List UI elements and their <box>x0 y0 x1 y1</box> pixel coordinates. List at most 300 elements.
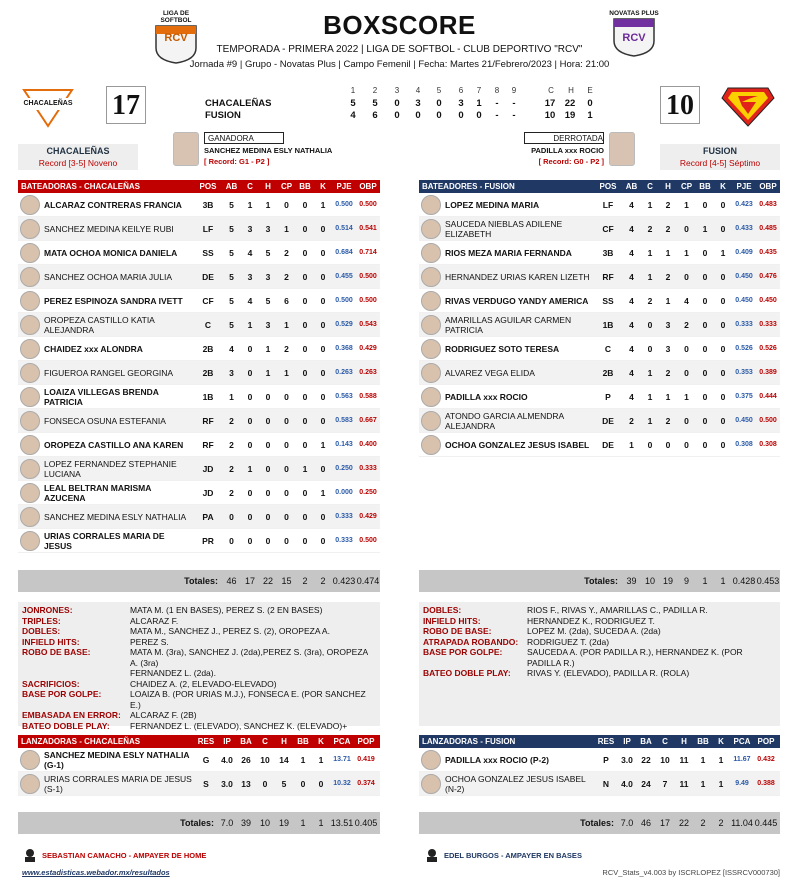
cell: 3B <box>202 199 214 210</box>
player-name: PEREZ ESPINOZA SANDRA IVETT <box>44 295 183 306</box>
cell: 0.500 <box>359 297 377 304</box>
cell: 1 <box>647 415 653 426</box>
game-info-line: Jornada #9 | Grupo - Novatas Plus | Campo Femenil | Fecha: Martes 21/Febrero/2023 | Hora: 21:00 <box>189 59 610 70</box>
cell: 0 <box>702 199 708 210</box>
cell: 0.450 <box>735 417 753 424</box>
cell: 0 <box>229 535 234 546</box>
cell: 0 <box>684 343 689 354</box>
note-row <box>22 679 376 690</box>
cell: 0.583 <box>335 417 353 424</box>
table-row <box>419 361 780 385</box>
cell: 2 <box>718 818 724 828</box>
cell: 0 <box>302 295 308 306</box>
home-batting-table <box>419 180 780 592</box>
cell: 0 <box>265 463 271 474</box>
cell: 1 <box>647 367 653 378</box>
cell: 10 <box>644 576 655 586</box>
superman-shield-icon <box>720 84 776 130</box>
note-value: RIOS F., RIVAS Y., AMARILLAS C., PADILLA R. <box>527 605 708 615</box>
table-row <box>419 337 780 361</box>
cell: 2 <box>700 818 706 828</box>
player-avatar <box>20 363 40 383</box>
column-header: POS <box>599 182 617 191</box>
totals-row <box>419 570 780 592</box>
note-key: ROBO DE BASE: <box>22 647 91 657</box>
note-key: DOBLES: <box>423 605 462 615</box>
cell: P <box>603 754 609 765</box>
cell: 4 <box>629 199 634 210</box>
cell: 0 <box>684 439 689 450</box>
column-header: H <box>281 737 287 746</box>
cell: 3B <box>602 247 614 258</box>
table-row <box>18 313 380 337</box>
cell: 0.405 <box>354 818 378 828</box>
cell: PA <box>202 511 214 522</box>
cell: 0.409 <box>735 249 753 256</box>
cell: 1 <box>265 367 271 378</box>
column-header: AB <box>625 182 638 191</box>
player-avatar <box>20 243 40 263</box>
cell: 1 <box>302 463 308 474</box>
cell: 2B <box>202 367 214 378</box>
chacalenas-logo-icon <box>22 88 74 128</box>
cell: 0.453 <box>756 576 780 586</box>
player-name: SANCHEZ MEDINA ESLY NATHALIA <box>44 511 187 522</box>
player-avatar <box>20 459 40 479</box>
column-header: POP <box>357 737 375 746</box>
cell: 0 <box>702 439 708 450</box>
cell: 5 <box>229 295 234 306</box>
table-spacer <box>419 457 780 570</box>
cell: 1 <box>320 199 326 210</box>
player-name: OCHOA GONZALEZ JESUS ISABEL <box>445 439 590 450</box>
cell: 0.428 <box>732 576 756 586</box>
note-key <box>22 668 130 679</box>
cell: 1 <box>702 576 708 586</box>
winner-record: [ Record: G1 - P2 ] <box>204 157 270 166</box>
cell: 0.474 <box>356 576 380 586</box>
cell: 2 <box>665 271 671 282</box>
cell: 1 <box>284 319 289 330</box>
cell: CF <box>202 295 214 306</box>
away-team-logo <box>22 88 74 130</box>
note-value: MATA M. (1 EN BASES), PEREZ S. (2 EN BASES) <box>130 605 323 615</box>
cell: 0 <box>284 415 289 426</box>
cell: 5 <box>229 223 234 234</box>
cell: 0.485 <box>759 225 777 232</box>
cell: 0 <box>247 415 253 426</box>
cell: 11.67 <box>733 756 751 763</box>
cell: 2 <box>629 415 634 426</box>
table-row <box>18 217 380 241</box>
cell: 0.450 <box>759 297 777 304</box>
table-row <box>18 748 380 772</box>
cell: 5 <box>229 247 234 258</box>
cell: 39 <box>240 818 251 828</box>
cell: 0 <box>265 535 271 546</box>
cell: 0.500 <box>335 297 353 304</box>
table-row <box>419 385 780 409</box>
cell: 0.263 <box>359 369 377 376</box>
cell: 0 <box>302 391 308 402</box>
cell: 4 <box>629 343 634 354</box>
player-avatar <box>421 219 441 239</box>
cell: 0.333 <box>735 321 753 328</box>
table-header <box>18 735 380 748</box>
cell: 0 <box>284 511 289 522</box>
cell: 0 <box>247 367 253 378</box>
cell: 0.450 <box>735 297 753 304</box>
cell: 4.0 <box>221 754 233 765</box>
cell: 46 <box>226 576 237 586</box>
player-avatar <box>421 387 441 407</box>
column-header: IP <box>223 737 231 746</box>
cell: 9.49 <box>735 780 749 787</box>
cell: 0 <box>302 319 308 330</box>
cell: 1 <box>700 754 706 765</box>
column-header: C <box>262 737 268 746</box>
cell: 39 <box>626 576 637 586</box>
table-title: BATEADORAS - CHACALEÑAS <box>21 182 140 191</box>
note-key: BASE POR GOLPE: <box>22 689 102 699</box>
cell: 0.353 <box>735 369 753 376</box>
cell: 0.374 <box>357 780 375 787</box>
cell: 0.476 <box>759 273 777 280</box>
table-row <box>18 361 380 385</box>
cell: 0.368 <box>335 345 353 352</box>
away-team-record: Record [3-5] Noveno <box>38 158 118 168</box>
player-avatar <box>20 291 40 311</box>
note-key: BASE POR GOLPE: <box>423 647 503 657</box>
cell: SS <box>202 247 214 258</box>
column-header: K <box>320 182 326 191</box>
cell: DE <box>602 415 614 426</box>
note-value: RODRIGUEZ T. (2da) <box>527 636 610 647</box>
table-row <box>419 313 780 337</box>
cell: 0 <box>720 199 726 210</box>
cell: 0.541 <box>359 225 377 232</box>
cell: 0 <box>247 391 253 402</box>
cell: 0 <box>320 247 326 258</box>
bases-umpire: EDEL BURGOS - AMPAYER EN BASES <box>424 848 582 862</box>
cell: 0 <box>720 415 726 426</box>
cell: 1 <box>229 391 234 402</box>
cell: 0.333 <box>759 321 777 328</box>
cell: 1 <box>700 778 706 789</box>
cell: 0 <box>302 247 308 258</box>
cell: 11 <box>679 754 689 765</box>
cell: 0.444 <box>759 393 777 400</box>
note-row <box>22 689 376 710</box>
cell: 0.514 <box>335 225 353 232</box>
note-value: RIVAS Y. (ELEVADO), PADILLA R. (ROLA) <box>527 668 690 678</box>
player-name: SANCHEZ OCHOA MARIA JULIA <box>44 271 172 282</box>
table-row <box>18 772 380 796</box>
home-score: 10 <box>660 86 700 124</box>
cell: 0 <box>302 367 308 378</box>
cell: 10 <box>259 818 270 828</box>
table-row <box>18 481 380 505</box>
cell: CF <box>602 223 614 234</box>
cell: 1 <box>318 754 324 765</box>
cell: JD <box>202 463 214 474</box>
cell: 1 <box>300 754 306 765</box>
cell: 22 <box>262 576 273 586</box>
cell: 0 <box>320 367 326 378</box>
cell: 0 <box>320 463 326 474</box>
cell: 1 <box>684 247 689 258</box>
player-name: HERNANDEZ URIAS KAREN LIZETH <box>445 271 590 282</box>
note-key: BATEO DOBLE PLAY: <box>423 668 511 678</box>
cell: 0 <box>302 415 308 426</box>
cell: 1 <box>720 576 726 586</box>
table-row <box>419 433 780 457</box>
note-row <box>423 616 776 627</box>
cell: 4 <box>629 367 634 378</box>
league-logo-text: RCV <box>164 32 188 44</box>
cell: LF <box>202 223 214 234</box>
cell: 0.543 <box>359 321 377 328</box>
note-row <box>22 605 376 616</box>
cell: 5 <box>229 319 234 330</box>
home-pitching-table <box>419 735 780 834</box>
cell: 1 <box>647 199 653 210</box>
note-value: FERNANDEZ L. (2da). <box>130 668 216 678</box>
cell: 1 <box>720 247 726 258</box>
cell: 0 <box>702 367 708 378</box>
table-spacer <box>419 796 780 812</box>
umpire-icon <box>424 848 440 862</box>
cell: 0 <box>320 319 326 330</box>
cell: 1 <box>247 463 253 474</box>
cell: 0 <box>247 535 253 546</box>
cell: 13.51 <box>330 818 354 828</box>
note-row <box>22 626 376 637</box>
cell: 0 <box>300 778 306 789</box>
cell: 1 <box>265 343 271 354</box>
table-row <box>18 241 380 265</box>
cell: 22 <box>641 754 651 765</box>
column-header: BA <box>240 737 252 746</box>
cell: 2 <box>665 223 671 234</box>
note-row <box>423 647 776 668</box>
cell: 17 <box>244 576 255 586</box>
player-avatar <box>20 315 40 335</box>
cell: 1 <box>665 391 671 402</box>
cell: 2 <box>229 415 234 426</box>
away-game-notes <box>18 602 380 731</box>
cell: 0 <box>702 295 708 306</box>
cell: 0 <box>265 415 271 426</box>
player-name: RODRIGUEZ SOTO TERESA <box>445 343 560 354</box>
cell: 0 <box>702 343 708 354</box>
note-value: CHAIDEZ A. (2, ELEVADO-ELEVADO) <box>130 678 277 689</box>
cell: 1 <box>320 439 326 450</box>
player-avatar <box>421 363 441 383</box>
table-row <box>419 748 780 772</box>
cell: 2B <box>602 367 614 378</box>
cell: 24 <box>641 778 651 789</box>
cell: 7.0 <box>220 818 234 828</box>
table-row <box>419 772 780 796</box>
cell: 0 <box>702 319 708 330</box>
cell: 0 <box>647 343 653 354</box>
cell: 0 <box>247 439 253 450</box>
cell: 3.0 <box>621 754 633 765</box>
totals-row <box>18 812 380 834</box>
table-header <box>419 180 780 193</box>
cell: 0 <box>320 223 326 234</box>
cell: 0.500 <box>759 417 777 424</box>
cell: PR <box>202 535 214 546</box>
player-avatar <box>421 195 441 215</box>
cell: 1 <box>300 818 306 828</box>
player-avatar <box>20 435 40 455</box>
cell: 3 <box>247 271 253 282</box>
cell: 3.0 <box>221 778 233 789</box>
group-logo-caption: NOVATAS PLUS <box>609 10 659 17</box>
cell: 0 <box>265 511 271 522</box>
cell: 7 <box>662 778 668 789</box>
home-umpire: SEBASTIAN CAMACHO - AMPAYER DE HOME <box>22 848 206 862</box>
cell: 1 <box>684 199 689 210</box>
cell: 2 <box>302 576 308 586</box>
cell: 0.333 <box>359 465 377 472</box>
table-row <box>18 409 380 433</box>
home-team-name: FUSION <box>702 146 737 156</box>
cell: 0.400 <box>359 441 377 448</box>
note-value: SAUCEDA A. (POR PADILLA R.), HERNANDEZ K. (POR PADILLA R.) <box>527 647 743 668</box>
away-team-box <box>18 144 138 170</box>
cell: 0 <box>720 391 726 402</box>
cell: 4.0 <box>621 778 633 789</box>
cell: 0 <box>265 439 271 450</box>
cell: 0 <box>720 367 726 378</box>
cell: 0 <box>302 271 308 282</box>
cell: 4 <box>629 391 634 402</box>
cell: 0 <box>302 223 308 234</box>
column-header: C <box>647 182 653 191</box>
winner-photo <box>173 132 199 166</box>
note-row <box>22 668 376 679</box>
cell: 6 <box>284 295 289 306</box>
cell: 1B <box>202 391 214 402</box>
table-row <box>18 505 380 529</box>
note-row <box>22 710 376 721</box>
cell: 0 <box>265 391 271 402</box>
cell: 1 <box>647 271 653 282</box>
cell: 0.714 <box>359 249 377 256</box>
player-name: OROPEZA CASTILLO KATIA ALEJANDRA <box>44 314 155 335</box>
cell: DE <box>602 439 614 450</box>
player-name: SAUCEDA NIEBLAS ADILENE ELIZABETH <box>445 218 563 239</box>
cell: 0.667 <box>359 417 377 424</box>
cell: 0 <box>320 511 326 522</box>
cell: 0 <box>684 415 689 426</box>
cell: 0 <box>229 511 234 522</box>
note-key: EMBASADA EN ERROR: <box>22 710 121 720</box>
note-value: ALCARAZ F. (2B) <box>130 710 197 720</box>
away-pitching-table <box>18 735 380 834</box>
stats-link[interactable]: www.estadisticas.webador.mx/resultados <box>22 868 170 877</box>
cell: 1 <box>647 247 653 258</box>
column-header: H <box>265 182 271 191</box>
cell: C <box>204 319 212 330</box>
column-header: PCA <box>333 737 351 746</box>
cell: RF <box>202 415 214 426</box>
cell: 0.500 <box>335 201 353 208</box>
cell: 1 <box>265 199 271 210</box>
cell: 0.429 <box>359 513 377 520</box>
player-name: ALCARAZ CONTRERAS FRANCIA <box>44 199 182 210</box>
cell: 1 <box>718 778 724 789</box>
cell: 0 <box>318 778 324 789</box>
note-value: MATA M., SANCHEZ J., PEREZ S. (2), OROPEZA A. <box>130 626 330 636</box>
table-row <box>18 529 380 553</box>
cell: 5 <box>265 295 271 306</box>
column-header: H <box>681 737 687 746</box>
cell: 0 <box>320 295 326 306</box>
cell: 46 <box>640 818 651 828</box>
cell: 1B <box>602 319 614 330</box>
cell: 0.333 <box>335 537 353 544</box>
player-avatar <box>20 219 40 239</box>
note-row <box>423 605 776 616</box>
player-name: FONSECA OSUNA ESTEFANIA <box>44 415 166 426</box>
cell: 2 <box>284 271 289 282</box>
cell: 4 <box>247 247 253 258</box>
pitcher-name: URIAS CORRALES MARIA DE JESUS (S-1) <box>44 773 192 794</box>
column-header: H <box>665 182 671 191</box>
cell: 2 <box>647 295 653 306</box>
cell: 0 <box>284 487 289 498</box>
away-batting-table <box>18 180 380 592</box>
cell: 5 <box>265 247 271 258</box>
player-name: SANCHEZ MEDINA KEILYE RUBI <box>44 223 174 234</box>
table-row <box>419 241 780 265</box>
player-avatar <box>421 267 441 287</box>
cell: 1 <box>647 391 653 402</box>
cell: 2 <box>284 247 289 258</box>
cell: 0 <box>247 487 253 498</box>
cell: 0 <box>302 343 308 354</box>
cell: 22 <box>678 818 689 828</box>
player-name: PADILLA xxx ROCIO <box>445 391 528 402</box>
note-row <box>22 616 376 627</box>
cell: 2 <box>647 223 653 234</box>
cell: 0 <box>647 439 653 450</box>
page-title: BOXSCORE <box>323 10 476 40</box>
cell: S <box>203 778 209 789</box>
cell: 1 <box>318 818 324 828</box>
cell: 0.445 <box>754 818 778 828</box>
pitcher-name: SANCHEZ MEDINA ESLY NATHALIA (G-1) <box>44 749 190 770</box>
pitcher-name: OCHOA GONZALEZ JESUS ISABEL (N-2) <box>445 773 586 794</box>
umpire-icon <box>22 848 38 862</box>
player-name: URIAS CORRALES MARIA DE JESUS <box>44 530 165 551</box>
cell: 0 <box>720 271 726 282</box>
cell: 4 <box>629 295 634 306</box>
cell: 0 <box>684 271 689 282</box>
totals-label: Totales: <box>184 576 218 586</box>
player-avatar <box>421 243 441 263</box>
pitcher-avatar <box>20 774 40 794</box>
table-row <box>18 433 380 457</box>
column-header: BB <box>699 182 711 191</box>
column-header: PJE <box>336 182 352 191</box>
note-row <box>22 647 376 668</box>
season-line: TEMPORADA - PRIMERA 2022 | LIGA DE SOFTBOL - CLUB DEPORTIVO "RCV" <box>216 44 583 55</box>
